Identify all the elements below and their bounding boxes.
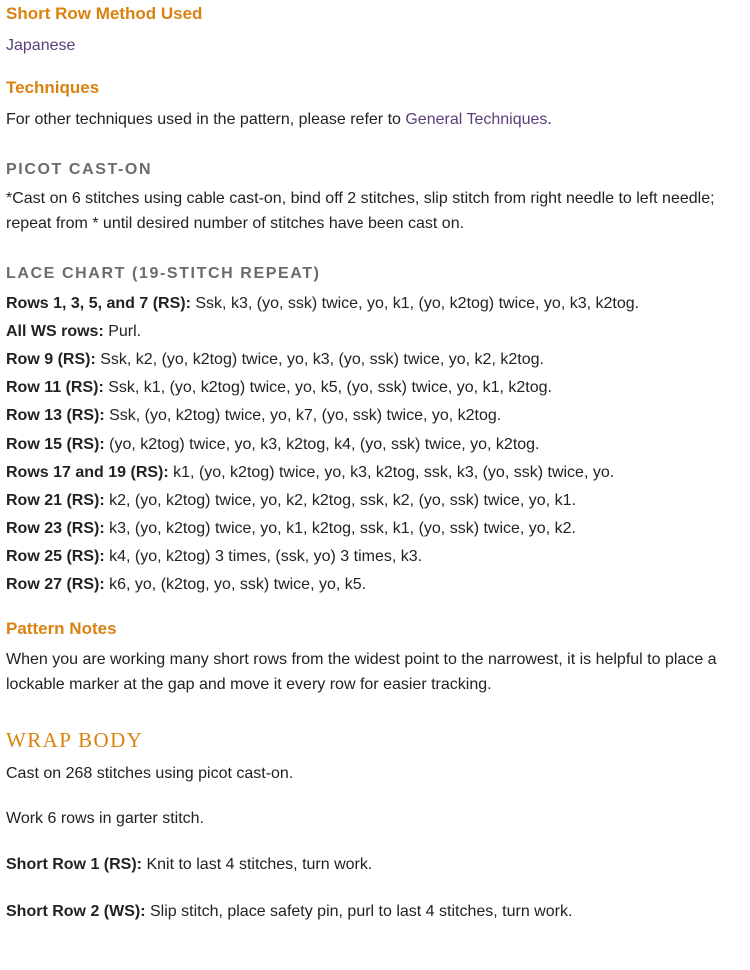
lace-row-text: k3, (yo, k2tog) twice, yo, k1, k2tog, ssk, k1, (yo, ssk) twice, yo, k2. [104,520,576,537]
picot-cast-on-heading: PICOT CAST-ON [6,161,153,178]
lace-row-label: Row 21 (RS): [6,492,105,509]
lace-row [6,432,540,457]
lace-row [6,516,576,541]
lace-row-label: Rows 1, 3, 5, and 7 (RS): [6,295,191,312]
lace-row-text: k1, (yo, k2tog) twice, yo, k3, k2tog, ssk, k3, (yo, ssk) twice, yo. [168,464,615,481]
lace-row-label: Row 11 (RS): [6,379,104,396]
lace-row-text: k2, (yo, k2tog) twice, yo, k2, k2tog, ssk, k2, (yo, ssk) twice, yo, k1. [104,492,576,509]
wrap-garter-text: Work 6 rows in garter stitch. [6,810,204,827]
lace-row-text: k4, (yo, k2tog) 3 times, (ssk, yo) 3 times, k3. [104,548,423,565]
lace-row [6,403,501,428]
general-techniques-link[interactable]: General Techniques [405,111,548,128]
short-row-1-label: Short Row 1 (RS): [6,856,142,873]
picot-cast-on-text: *Cast on 6 stitches using cable cast-on, bind off 2 stitches, slip stitch from right needle to left needle; repeat from * until desired number of stitches have been cast on. [6,190,715,232]
wrap-cast-on-text: Cast on 268 stitches using picot cast-on. [6,765,294,782]
lace-row-label: Row 9 (RS): [6,351,96,368]
short-row-2-label: Short Row 2 (WS): [6,903,146,920]
lace-row-label: Row 23 (RS): [6,520,105,537]
techniques-heading: Techniques [6,78,100,97]
lace-row-label: All WS rows: [6,323,104,340]
lace-row [6,347,544,372]
lace-row-label: Row 15 (RS): [6,436,105,453]
lace-row [6,291,639,316]
lace-row-text: k6, yo, (k2tog, yo, ssk) twice, yo, k5. [104,576,367,593]
lace-row [6,572,366,597]
lace-row-label: Row 25 (RS): [6,548,105,565]
short-row-2 [6,899,572,924]
lace-chart-heading: LACE CHART (19-STITCH REPEAT) [6,265,321,282]
techniques-text [6,107,552,132]
wrap-body-heading: WRAP BODY [6,728,144,752]
lace-row-text: (yo, k2tog) twice, yo, k3, k2tog, k4, (yo, ssk) twice, yo, k2tog. [104,436,540,453]
pattern-notes-heading: Pattern Notes [6,619,117,638]
short-row-method-heading: Short Row Method Used [6,4,203,23]
short-row-2-text: Slip stitch, place safety pin, purl to last 4 stitches, turn work. [145,903,573,920]
techniques-period: . [547,111,552,128]
lace-row [6,375,552,400]
lace-row [6,319,141,344]
short-row-1 [6,852,372,877]
techniques-intro: For other techniques used in the pattern, please refer to [6,111,406,128]
lace-row-text: Purl. [103,323,142,340]
lace-row-text: Ssk, k2, (yo, k2tog) twice, yo, k3, (yo, ssk) twice, yo, k2, k2tog. [95,351,544,368]
lace-row-text: Ssk, k3, (yo, ssk) twice, yo, k1, (yo, k2tog) twice, yo, k3, k2tog. [190,295,640,312]
short-row-method-value: Japanese [6,37,76,54]
lace-row [6,544,422,569]
lace-row-label: Row 13 (RS): [6,407,105,424]
lace-row-label: Row 27 (RS): [6,576,105,593]
lace-row-label: Rows 17 and 19 (RS): [6,464,169,481]
pattern-notes-text: When you are working many short rows from the widest point to the narrowest, it is helpful to place a lockable marker at the gap and move it every row for easier tracking. [6,651,717,693]
short-row-1-text: Knit to last 4 stitches, turn work. [142,856,373,873]
lace-row [6,488,576,513]
lace-row-text: Ssk, k1, (yo, k2tog) twice, yo, k5, (yo, ssk) twice, yo, k1, k2tog. [103,379,552,396]
lace-row [6,460,614,485]
lace-row-text: Ssk, (yo, k2tog) twice, yo, k7, (yo, ssk) twice, yo, k2tog. [104,407,502,424]
